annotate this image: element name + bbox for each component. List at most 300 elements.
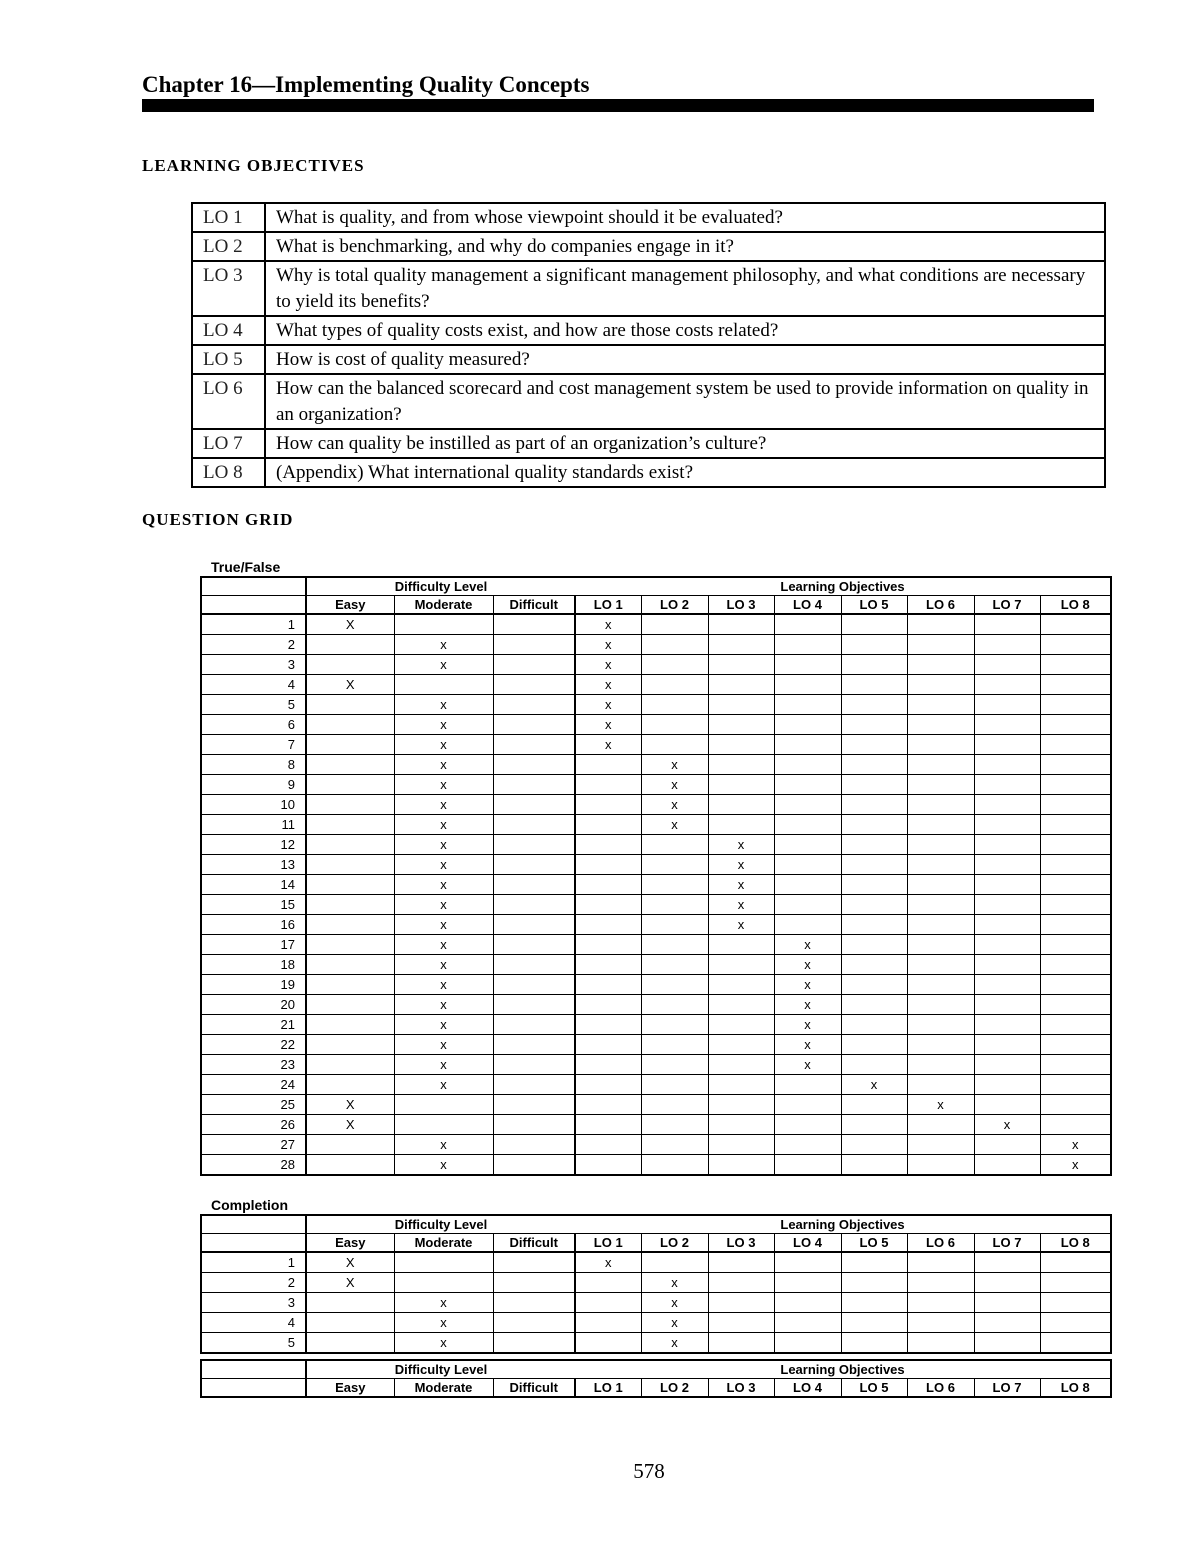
grid-mark: x (575, 675, 641, 695)
grid-row (201, 1155, 1111, 1176)
grid-mark (641, 995, 708, 1015)
grid-mark (907, 635, 974, 655)
grid-mark (841, 715, 907, 735)
grid-mark (1040, 935, 1111, 955)
grid-mark (774, 855, 841, 875)
column-header: LO 7 (974, 1379, 1040, 1398)
column-header: Difficult (493, 1379, 575, 1398)
grid-mark (907, 614, 974, 635)
question-number: 5 (201, 695, 306, 715)
grid-mark (575, 1313, 641, 1333)
lo-row (192, 458, 1105, 487)
grid-mark: x (708, 875, 774, 895)
grid-mark (493, 614, 575, 635)
grid-mark (641, 1115, 708, 1135)
true-false-label: True/False (211, 559, 281, 575)
grid-mark (974, 835, 1040, 855)
lo-id: LO 6 (192, 374, 265, 429)
grid-mark (974, 635, 1040, 655)
grid-mark: x (774, 975, 841, 995)
grid-row (201, 1075, 1111, 1095)
grid-mark (774, 1333, 841, 1354)
grid-mark (493, 1273, 575, 1293)
continued-grid-header (200, 1359, 1112, 1398)
grid-mark: x (394, 735, 493, 755)
grid-mark (1040, 795, 1111, 815)
grid-mark (708, 1273, 774, 1293)
completion-grid (200, 1214, 1112, 1354)
grid-row (201, 655, 1111, 675)
grid-mark (774, 1095, 841, 1115)
grid-mark (641, 1252, 708, 1273)
learning-objectives-table (191, 202, 1106, 488)
grid-group-header (201, 1360, 1111, 1379)
grid-mark (841, 895, 907, 915)
grid-mark (841, 875, 907, 895)
grid-mark (708, 695, 774, 715)
grid-mark (907, 1015, 974, 1035)
column-header: LO 4 (774, 1234, 841, 1253)
grid-mark (708, 955, 774, 975)
grid-mark (493, 875, 575, 895)
grid-row (201, 955, 1111, 975)
grid-mark (774, 1273, 841, 1293)
grid-row (201, 635, 1111, 655)
lo-text: Why is total quality management a significant management philosophy, and what conditions are necessary to yield its benefits? (265, 261, 1105, 316)
grid-mark: x (575, 735, 641, 755)
learning-objectives-header: Learning Objectives (575, 577, 1111, 596)
grid-row (201, 1115, 1111, 1135)
grid-mark (493, 855, 575, 875)
grid-mark (493, 795, 575, 815)
grid-mark (841, 635, 907, 655)
page-number: 578 (633, 1459, 665, 1483)
grid-mark (974, 1293, 1040, 1313)
column-header: LO 5 (841, 1379, 907, 1398)
grid-mark (841, 1135, 907, 1155)
learning-objectives-heading: LEARNING OBJECTIVES (142, 156, 365, 175)
completion-label: Completion (211, 1197, 288, 1213)
grid-mark (774, 895, 841, 915)
grid-row (201, 1252, 1111, 1273)
grid-mark (841, 1155, 907, 1176)
column-header: LO 1 (575, 1379, 641, 1398)
grid-mark: x (575, 614, 641, 635)
grid-mark (907, 995, 974, 1015)
grid-row (201, 815, 1111, 835)
grid-mark (1040, 1313, 1111, 1333)
lo-row (192, 429, 1105, 458)
grid-mark: x (394, 975, 493, 995)
grid-column-header (201, 596, 1111, 615)
grid-mark (306, 835, 394, 855)
grid-mark (306, 875, 394, 895)
grid-mark (493, 1055, 575, 1075)
grid-mark (974, 735, 1040, 755)
grid-mark (493, 815, 575, 835)
column-header: LO 5 (841, 1234, 907, 1253)
grid-mark: x (974, 1115, 1040, 1135)
question-number: 27 (201, 1135, 306, 1155)
grid-mark (1040, 735, 1111, 755)
grid-row (201, 855, 1111, 875)
grid-mark (306, 1135, 394, 1155)
grid-mark (1040, 1015, 1111, 1035)
grid-row (201, 835, 1111, 855)
grid-mark (774, 1135, 841, 1155)
lo-row (192, 374, 1105, 429)
grid-mark (641, 895, 708, 915)
column-header: LO 2 (641, 1379, 708, 1398)
grid-mark: x (394, 1035, 493, 1055)
grid-corner (201, 596, 306, 615)
grid-mark (641, 655, 708, 675)
column-header: LO 2 (641, 596, 708, 615)
question-number: 5 (201, 1333, 306, 1354)
question-number: 22 (201, 1035, 306, 1055)
grid-mark (974, 975, 1040, 995)
grid-mark (708, 1035, 774, 1055)
grid-mark (641, 1035, 708, 1055)
question-number: 2 (201, 635, 306, 655)
grid-mark (575, 1035, 641, 1055)
grid-mark (575, 995, 641, 1015)
grid-mark (907, 795, 974, 815)
grid-mark: x (641, 1333, 708, 1354)
grid-mark (641, 915, 708, 935)
question-number: 10 (201, 795, 306, 815)
grid-mark (907, 1252, 974, 1273)
grid-mark (974, 875, 1040, 895)
grid-mark (306, 955, 394, 975)
grid-mark (493, 935, 575, 955)
grid-mark (641, 735, 708, 755)
grid-row (201, 895, 1111, 915)
grid-mark (907, 1333, 974, 1354)
grid-mark (907, 1035, 974, 1055)
grid-mark (774, 1115, 841, 1135)
grid-mark (974, 755, 1040, 775)
difficulty-level-header: Difficulty Level (306, 577, 575, 596)
grid-mark (708, 1333, 774, 1354)
grid-mark (774, 675, 841, 695)
grid-mark (641, 835, 708, 855)
grid-mark (306, 1155, 394, 1176)
question-number: 23 (201, 1055, 306, 1075)
grid-mark (493, 1252, 575, 1273)
grid-column-header (201, 1379, 1111, 1398)
grid-mark (1040, 775, 1111, 795)
grid-mark (493, 995, 575, 1015)
grid-mark (394, 1095, 493, 1115)
grid-mark (841, 1273, 907, 1293)
column-header: LO 3 (708, 596, 774, 615)
grid-mark: x (575, 695, 641, 715)
grid-corner (201, 1234, 306, 1253)
lo-row (192, 345, 1105, 374)
grid-mark: x (394, 955, 493, 975)
grid-mark (1040, 715, 1111, 735)
question-number: 4 (201, 675, 306, 695)
question-number: 14 (201, 875, 306, 895)
grid-mark (306, 1055, 394, 1075)
column-header: Easy (306, 1234, 394, 1253)
grid-mark (493, 675, 575, 695)
question-number: 3 (201, 655, 306, 675)
grid-mark (907, 655, 974, 675)
question-number: 2 (201, 1273, 306, 1293)
column-header: LO 4 (774, 596, 841, 615)
grid-mark (974, 614, 1040, 635)
grid-mark (493, 1035, 575, 1055)
question-number: 11 (201, 815, 306, 835)
grid-mark (1040, 1115, 1111, 1135)
column-header: LO 7 (974, 596, 1040, 615)
grid-mark (907, 695, 974, 715)
grid-mark: x (394, 915, 493, 935)
grid-mark: x (394, 1055, 493, 1075)
grid-mark (575, 795, 641, 815)
grid-mark (841, 1015, 907, 1035)
grid-mark (641, 715, 708, 735)
grid-mark: x (394, 775, 493, 795)
question-number: 24 (201, 1075, 306, 1095)
column-header: LO 1 (575, 596, 641, 615)
grid-mark (841, 735, 907, 755)
grid-mark (306, 715, 394, 735)
grid-mark: x (394, 715, 493, 735)
grid-mark (907, 895, 974, 915)
grid-mark (493, 1293, 575, 1313)
grid-mark: x (394, 995, 493, 1015)
grid-mark (306, 895, 394, 915)
question-number: 16 (201, 915, 306, 935)
question-number: 21 (201, 1015, 306, 1035)
grid-mark (774, 1252, 841, 1273)
grid-mark: x (394, 935, 493, 955)
grid-mark (575, 955, 641, 975)
grid-mark (708, 735, 774, 755)
grid-mark (641, 1135, 708, 1155)
grid-mark (493, 1115, 575, 1135)
grid-mark (641, 1015, 708, 1035)
question-number: 6 (201, 715, 306, 735)
grid-mark (493, 635, 575, 655)
grid-mark (493, 1015, 575, 1035)
grid-mark (841, 1313, 907, 1333)
grid-mark (841, 835, 907, 855)
grid-mark (575, 895, 641, 915)
grid-mark (841, 935, 907, 955)
grid-mark (974, 895, 1040, 915)
column-header: Easy (306, 596, 394, 615)
grid-mark: x (394, 1313, 493, 1333)
grid-mark (907, 735, 974, 755)
grid-mark (708, 1252, 774, 1273)
grid-mark (907, 875, 974, 895)
grid-mark (306, 915, 394, 935)
grid-mark (774, 1313, 841, 1333)
grid-mark: x (708, 915, 774, 935)
question-number: 9 (201, 775, 306, 795)
difficulty-level-header: Difficulty Level (306, 1360, 575, 1379)
grid-mark (774, 915, 841, 935)
grid-mark (493, 915, 575, 935)
grid-mark: x (907, 1095, 974, 1115)
grid-mark (493, 975, 575, 995)
grid-mark (1040, 1293, 1111, 1313)
column-header: LO 3 (708, 1234, 774, 1253)
grid-mark (1040, 975, 1111, 995)
column-header: LO 7 (974, 1234, 1040, 1253)
learning-objectives-header: Learning Objectives (575, 1215, 1111, 1234)
grid-mark (774, 1155, 841, 1176)
grid-mark (708, 715, 774, 735)
column-header: LO 2 (641, 1234, 708, 1253)
grid-mark (493, 715, 575, 735)
column-header: LO 6 (907, 1379, 974, 1398)
grid-mark (493, 1313, 575, 1333)
grid-row (201, 795, 1111, 815)
grid-mark (907, 1115, 974, 1135)
lo-id: LO 4 (192, 316, 265, 345)
question-number: 8 (201, 755, 306, 775)
grid-mark (394, 1273, 493, 1293)
grid-mark (708, 675, 774, 695)
grid-mark (841, 695, 907, 715)
lo-text: How can the balanced scorecard and cost management system be used to provide information on quality in an organization? (265, 374, 1105, 429)
grid-row (201, 1273, 1111, 1293)
grid-corner (201, 1379, 306, 1398)
grid-mark (774, 755, 841, 775)
grid-mark: x (841, 1075, 907, 1095)
grid-mark (641, 1155, 708, 1176)
lo-id: LO 8 (192, 458, 265, 487)
grid-mark (1040, 995, 1111, 1015)
grid-mark (841, 815, 907, 835)
grid-mark (1040, 1273, 1111, 1293)
question-grid-heading: QUESTION GRID (142, 510, 294, 529)
grid-mark (306, 795, 394, 815)
column-header: LO 6 (907, 596, 974, 615)
grid-mark (306, 695, 394, 715)
grid-mark (575, 1115, 641, 1135)
grid-mark (641, 1075, 708, 1095)
true-false-grid (200, 576, 1112, 1176)
grid-mark (774, 635, 841, 655)
grid-mark: x (774, 995, 841, 1015)
question-number: 17 (201, 935, 306, 955)
grid-mark (306, 855, 394, 875)
question-number: 1 (201, 1252, 306, 1273)
lo-row (192, 261, 1105, 316)
column-header: Difficult (493, 1234, 575, 1253)
grid-mark (974, 1273, 1040, 1293)
lo-id: LO 3 (192, 261, 265, 316)
grid-mark (493, 755, 575, 775)
grid-mark (641, 955, 708, 975)
grid-mark (907, 835, 974, 855)
grid-mark (708, 1055, 774, 1075)
grid-mark (974, 955, 1040, 975)
lo-text: What is benchmarking, and why do companies engage in it? (265, 232, 1105, 261)
grid-row (201, 695, 1111, 715)
grid-mark (774, 715, 841, 735)
grid-mark (974, 1313, 1040, 1333)
grid-mark (306, 735, 394, 755)
grid-mark: x (641, 1273, 708, 1293)
grid-mark (841, 915, 907, 935)
grid-mark (1040, 835, 1111, 855)
grid-mark (841, 1095, 907, 1115)
grid-mark (1040, 1252, 1111, 1273)
grid-mark (907, 815, 974, 835)
grid-mark (575, 755, 641, 775)
grid-mark (641, 1095, 708, 1115)
column-header: LO 4 (774, 1379, 841, 1398)
question-number: 18 (201, 955, 306, 975)
grid-mark (708, 935, 774, 955)
grid-mark (493, 1333, 575, 1354)
question-number: 12 (201, 835, 306, 855)
grid-mark: X (306, 1273, 394, 1293)
grid-mark: x (641, 815, 708, 835)
grid-mark (306, 1075, 394, 1095)
grid-mark (575, 1075, 641, 1095)
grid-mark (974, 675, 1040, 695)
grid-mark (974, 815, 1040, 835)
grid-mark (1040, 655, 1111, 675)
lo-text: (Appendix) What international quality standards exist? (265, 458, 1105, 487)
grid-mark (841, 795, 907, 815)
grid-mark: x (774, 1055, 841, 1075)
grid-mark (841, 655, 907, 675)
grid-mark (841, 614, 907, 635)
grid-mark (774, 835, 841, 855)
grid-mark (841, 995, 907, 1015)
lo-text: How can quality be instilled as part of an organization’s culture? (265, 429, 1105, 458)
grid-group-header (201, 577, 1111, 596)
grid-mark (907, 675, 974, 695)
grid-mark (708, 775, 774, 795)
grid-mark (708, 815, 774, 835)
grid-mark (306, 1035, 394, 1055)
grid-mark: X (306, 614, 394, 635)
grid-mark (1040, 875, 1111, 895)
grid-mark (641, 614, 708, 635)
grid-mark (493, 1095, 575, 1115)
grid-mark (575, 815, 641, 835)
column-header: Moderate (394, 596, 493, 615)
grid-mark (493, 655, 575, 675)
grid-mark (575, 855, 641, 875)
column-header: LO 8 (1040, 1234, 1111, 1253)
grid-row (201, 715, 1111, 735)
grid-mark (774, 695, 841, 715)
grid-mark: x (394, 755, 493, 775)
grid-mark: x (641, 775, 708, 795)
grid-mark (641, 875, 708, 895)
grid-mark (306, 635, 394, 655)
column-header: LO 1 (575, 1234, 641, 1253)
grid-mark (1040, 755, 1111, 775)
column-header: LO 6 (907, 1234, 974, 1253)
grid-mark (394, 1115, 493, 1135)
lo-id: LO 5 (192, 345, 265, 374)
grid-mark (306, 755, 394, 775)
grid-mark (974, 1055, 1040, 1075)
grid-mark (907, 775, 974, 795)
